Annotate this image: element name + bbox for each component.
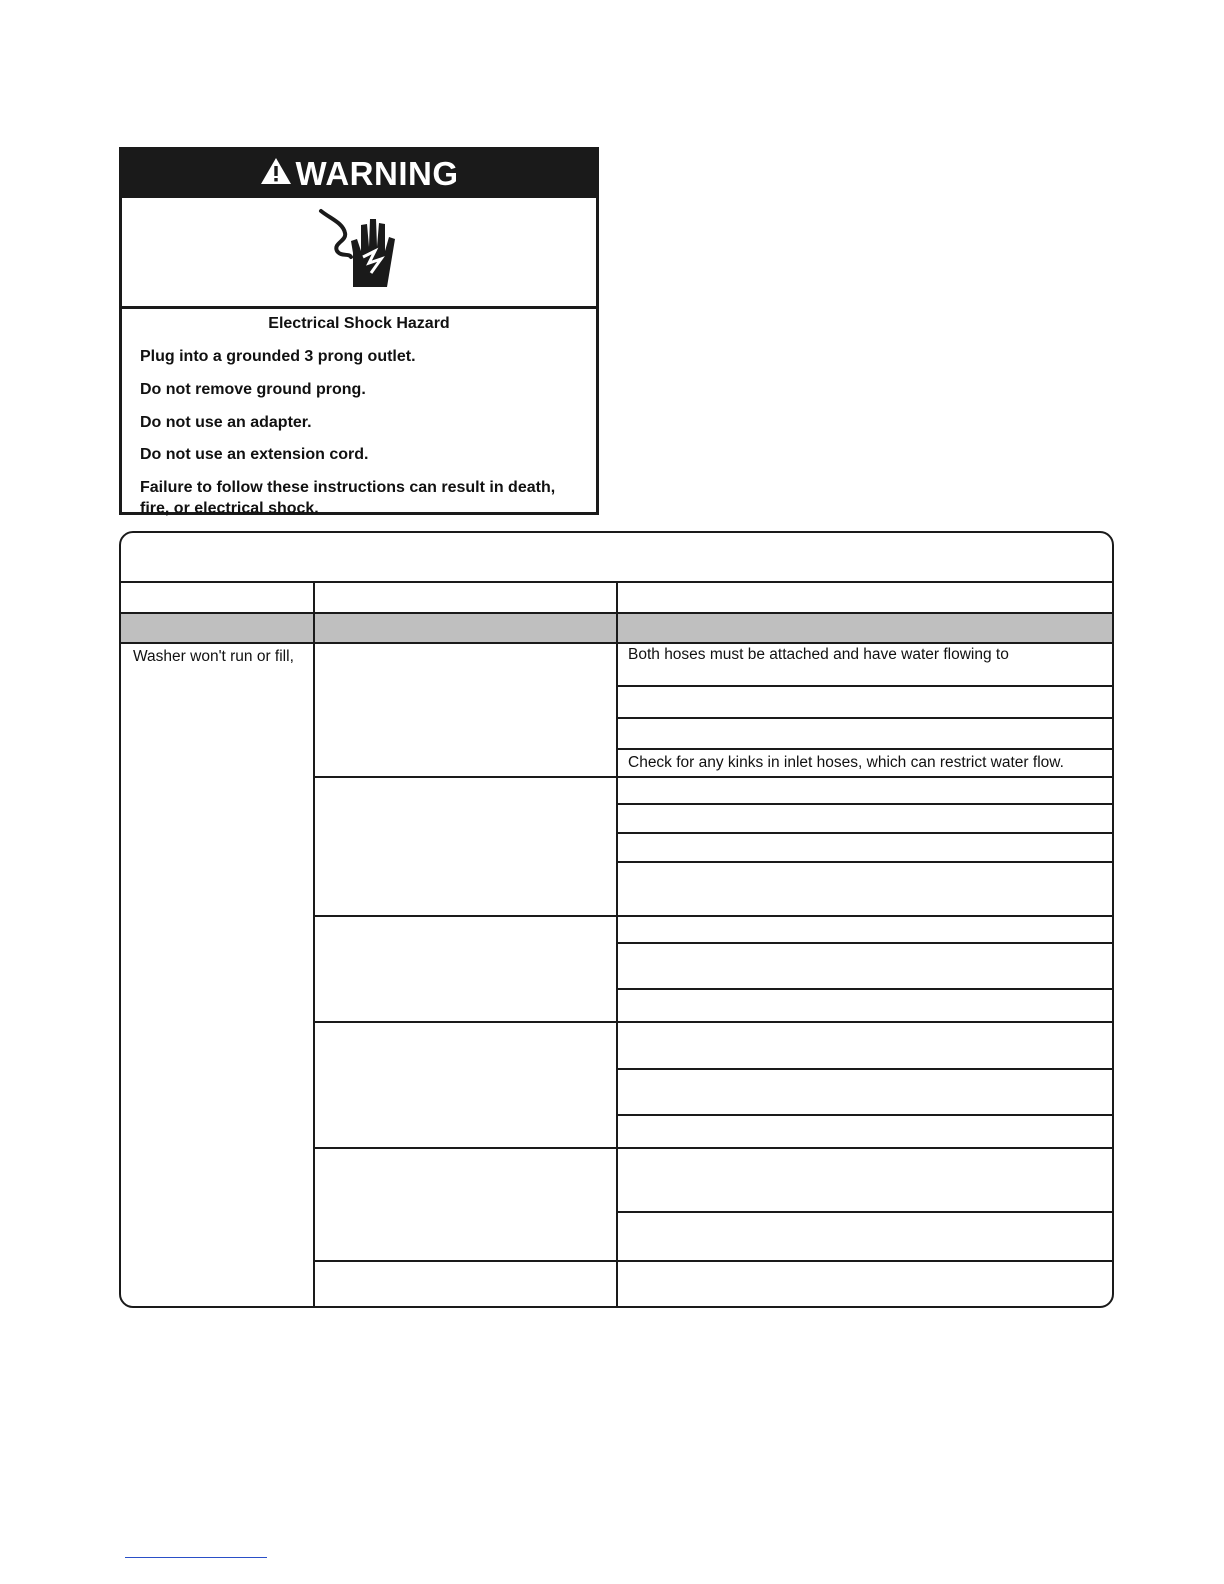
solution-divider — [618, 1211, 1112, 1213]
warning-box — [119, 147, 599, 515]
shock-hazard-symbol — [122, 198, 596, 309]
footer-link-underline[interactable] — [125, 1557, 267, 1558]
solution-divider — [618, 942, 1112, 944]
warning-label: WARNING — [295, 155, 459, 192]
solution-divider — [618, 803, 1112, 805]
electric-shock-hand-icon — [317, 207, 401, 297]
warning-instruction: Do not remove ground prong. — [140, 380, 366, 398]
warning-instruction: Do not use an extension cord. — [140, 446, 369, 464]
solution-cell: Both hoses must be attached and have water flowing to — [628, 646, 1009, 663]
warning-consequence: Failure to follow these instructions can result in death, fire, or electrical shock. — [140, 479, 556, 517]
warning-instruction: Do not use an adapter. — [140, 413, 312, 431]
row-divider — [315, 915, 1112, 917]
solution-divider — [618, 717, 1112, 719]
problem-cell: Washer won't run or fill, — [133, 648, 294, 665]
solution-divider — [618, 988, 1112, 990]
solution-cell: Check for any kinks in inlet hoses, which can restrict water flow. — [628, 754, 1064, 771]
warning-header — [122, 150, 596, 198]
row-divider — [315, 1260, 1112, 1262]
table-title-row — [121, 533, 1112, 583]
solution-divider — [618, 1114, 1112, 1116]
alert-triangle-icon — [260, 155, 292, 193]
solution-divider — [618, 832, 1112, 834]
solution-divider — [618, 861, 1112, 863]
hazard-title: Electrical Shock Hazard — [268, 315, 450, 332]
column-divider — [313, 582, 315, 1308]
solution-divider — [618, 748, 1112, 750]
solution-divider — [618, 685, 1112, 687]
row-divider — [315, 776, 1112, 778]
warning-instruction: Plug into a grounded 3 prong outlet. — [140, 348, 416, 365]
row-divider — [315, 1147, 1112, 1149]
row-divider — [315, 1021, 1112, 1023]
solution-divider — [618, 1068, 1112, 1070]
column-divider — [616, 582, 618, 1308]
troubleshooting-table — [119, 531, 1114, 1308]
